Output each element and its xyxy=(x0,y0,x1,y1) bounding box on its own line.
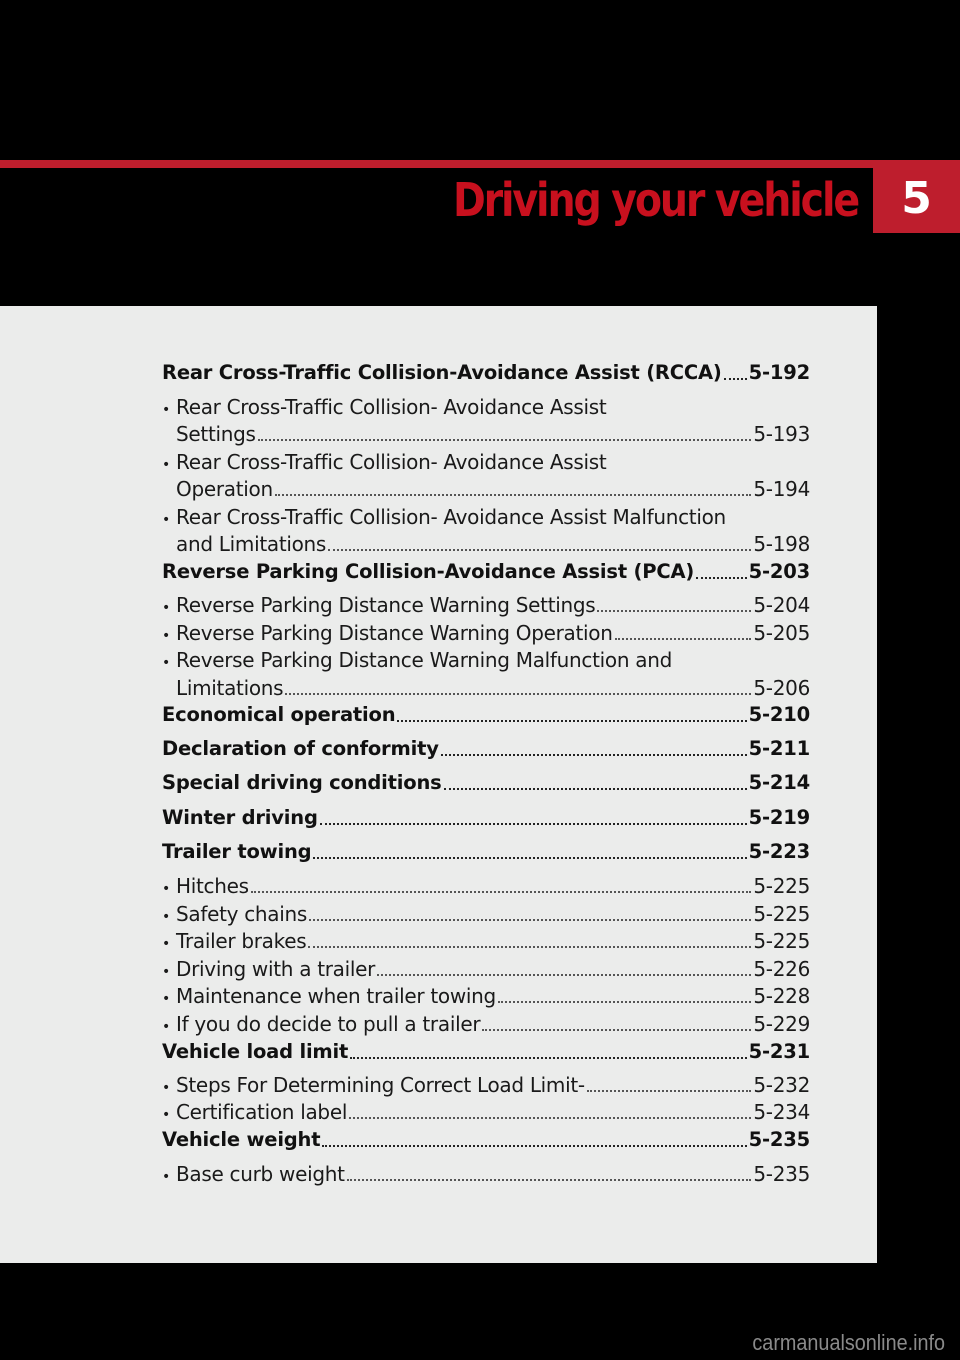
toc-label: Rear Cross-Traffic Collision-Avoidance Assist (RCCA) xyxy=(162,361,722,384)
toc-page-number: 5-234 xyxy=(753,1100,810,1124)
dot-leader xyxy=(347,1179,752,1181)
toc-label: Declaration of conformity xyxy=(162,737,439,760)
toc-page-number: 5-225 xyxy=(753,902,810,926)
toc-label: Maintenance when trailer towing xyxy=(176,984,496,1008)
toc-subitem[interactable] xyxy=(162,1098,810,1126)
toc-label: Rear Cross-Traffic Collision- Avoidance Assist xyxy=(176,395,607,419)
toc-label: Rear Cross-Traffic Collision- Avoidance Assist Malfunction xyxy=(176,505,726,529)
toc-label: Driving with a trailer xyxy=(176,957,376,981)
toc-label: Reverse Parking Distance Warning Malfunction and xyxy=(176,648,673,672)
chapter-number-badge xyxy=(873,160,960,233)
toc-page-number: 5-231 xyxy=(748,1040,810,1063)
toc-subitem[interactable] xyxy=(162,646,810,674)
toc-subitem[interactable] xyxy=(162,591,810,619)
toc-subitem-continuation[interactable] xyxy=(162,530,810,558)
toc-label: Limitations xyxy=(176,676,284,700)
chapter-number: 5 xyxy=(901,173,932,224)
watermark: carmanualsonline.info xyxy=(752,1330,945,1355)
toc-page-number: 5-235 xyxy=(753,1162,810,1186)
toc-heading[interactable] xyxy=(162,804,810,832)
toc-page-number: 5-232 xyxy=(753,1073,810,1097)
toc-label: Reverse Parking Distance Warning Operation xyxy=(176,621,613,645)
dot-leader xyxy=(320,823,747,825)
toc-label: Settings xyxy=(176,422,256,446)
toc-heading[interactable] xyxy=(162,735,810,763)
dot-leader xyxy=(258,439,752,441)
dot-leader xyxy=(498,1001,751,1003)
toc-subitem[interactable] xyxy=(162,448,810,476)
toc-page-number: 5-193 xyxy=(753,422,810,446)
bullet-icon: • xyxy=(162,964,170,980)
dot-leader xyxy=(328,549,751,551)
toc-page-number: 5-229 xyxy=(753,1012,810,1036)
dot-leader xyxy=(349,1117,751,1119)
toc-subitem[interactable] xyxy=(162,393,810,421)
dot-leader xyxy=(444,788,747,790)
toc-subitem-continuation[interactable] xyxy=(162,475,810,503)
toc-page-number: 5-203 xyxy=(748,560,810,583)
toc-page-number: 5-225 xyxy=(753,929,810,953)
toc-label: Rear Cross-Traffic Collision- Avoidance Assist xyxy=(176,450,607,474)
bullet-icon: • xyxy=(162,991,170,1007)
toc-label: Base curb weight xyxy=(176,1162,345,1186)
dot-leader xyxy=(322,1145,746,1147)
toc-subitem-continuation[interactable] xyxy=(162,674,810,702)
dot-leader xyxy=(285,693,751,695)
dot-leader xyxy=(377,974,751,976)
toc-label: Winter driving xyxy=(162,806,318,829)
toc-label: Trailer brakes xyxy=(176,929,307,953)
toc-page-number: 5-198 xyxy=(753,532,810,556)
toc-page-number: 5-214 xyxy=(748,771,810,794)
toc-heading[interactable] xyxy=(162,701,810,729)
toc-heading[interactable] xyxy=(162,1126,810,1154)
toc-page-number: 5-226 xyxy=(753,957,810,981)
toc-page-number: 5-211 xyxy=(748,737,810,760)
bullet-icon: • xyxy=(162,512,170,528)
bullet-icon: • xyxy=(162,1169,170,1185)
toc-subitem[interactable] xyxy=(162,955,810,983)
bullet-icon: • xyxy=(162,402,170,418)
toc-subitem-continuation[interactable] xyxy=(162,420,810,448)
toc-page-number: 5-228 xyxy=(753,984,810,1008)
dot-leader xyxy=(251,891,752,893)
dot-leader xyxy=(309,919,751,921)
toc-subitem[interactable] xyxy=(162,1160,810,1188)
toc-heading[interactable] xyxy=(162,359,810,387)
dot-leader xyxy=(696,577,747,579)
toc-page-number: 5-192 xyxy=(748,361,810,384)
dot-leader xyxy=(441,754,747,756)
dot-leader xyxy=(308,946,751,948)
toc-label: Vehicle weight xyxy=(162,1128,321,1151)
toc-heading[interactable] xyxy=(162,769,810,797)
toc-heading[interactable] xyxy=(162,558,810,586)
dot-leader xyxy=(397,720,746,722)
toc-label: Trailer towing xyxy=(162,840,312,863)
toc-heading[interactable] xyxy=(162,838,810,866)
toc-label: Economical operation xyxy=(162,703,396,726)
toc-subitem[interactable] xyxy=(162,872,810,900)
toc-heading[interactable] xyxy=(162,1038,810,1066)
toc-page-number: 5-219 xyxy=(748,806,810,829)
toc-label: Special driving conditions xyxy=(162,771,442,794)
toc-page-number: 5-204 xyxy=(753,593,810,617)
dot-leader xyxy=(350,1057,746,1059)
toc-page-number: 5-210 xyxy=(748,703,810,726)
toc-label: Safety chains xyxy=(176,902,308,926)
bullet-icon: • xyxy=(162,1107,170,1123)
toc-subitem[interactable] xyxy=(162,982,810,1010)
toc-page-number: 5-223 xyxy=(748,840,810,863)
toc-label: Hitches xyxy=(176,874,249,898)
bullet-icon: • xyxy=(162,1080,170,1096)
toc-label: and Limitations xyxy=(176,532,327,556)
toc-page-number: 5-194 xyxy=(753,477,810,501)
toc-label: Steps For Determining Correct Load Limit- xyxy=(176,1073,585,1097)
toc-subitem[interactable] xyxy=(162,1071,810,1099)
toc-subitem[interactable] xyxy=(162,503,810,531)
toc-page-number: 5-205 xyxy=(753,621,810,645)
toc-subitem[interactable] xyxy=(162,927,810,955)
toc-page-number: 5-235 xyxy=(748,1128,810,1151)
toc-page-number: 5-225 xyxy=(753,874,810,898)
bullet-icon: • xyxy=(162,1019,170,1035)
dot-leader xyxy=(275,494,752,496)
toc-label: If you do decide to pull a trailer xyxy=(176,1012,481,1036)
dot-leader xyxy=(724,378,747,380)
bullet-icon: • xyxy=(162,628,170,644)
chapter-title: Driving your vehicle xyxy=(452,173,858,227)
bullet-icon: • xyxy=(162,655,170,671)
toc-label: Reverse Parking Collision-Avoidance Assist (PCA) xyxy=(162,560,695,583)
bullet-icon: • xyxy=(162,600,170,616)
toc-page-number: 5-206 xyxy=(753,676,810,700)
dot-leader xyxy=(482,1029,751,1031)
bullet-icon: • xyxy=(162,881,170,897)
toc-subitem[interactable] xyxy=(162,1010,810,1038)
dot-leader xyxy=(597,610,751,612)
dot-leader xyxy=(313,857,746,859)
toc-label: Reverse Parking Distance Warning Settings xyxy=(176,593,596,617)
toc-panel xyxy=(0,306,877,1263)
bullet-icon: • xyxy=(162,936,170,952)
toc-label: Vehicle load limit xyxy=(162,1040,349,1063)
toc-subitem[interactable] xyxy=(162,619,810,647)
toc-label: Operation xyxy=(176,477,273,501)
bullet-icon: • xyxy=(162,909,170,925)
chapter-red-bar xyxy=(0,160,960,168)
dot-leader xyxy=(615,638,752,640)
bullet-icon: • xyxy=(162,457,170,473)
toc-label: Certification label xyxy=(176,1100,348,1124)
toc-subitem[interactable] xyxy=(162,900,810,928)
dot-leader xyxy=(587,1090,752,1092)
